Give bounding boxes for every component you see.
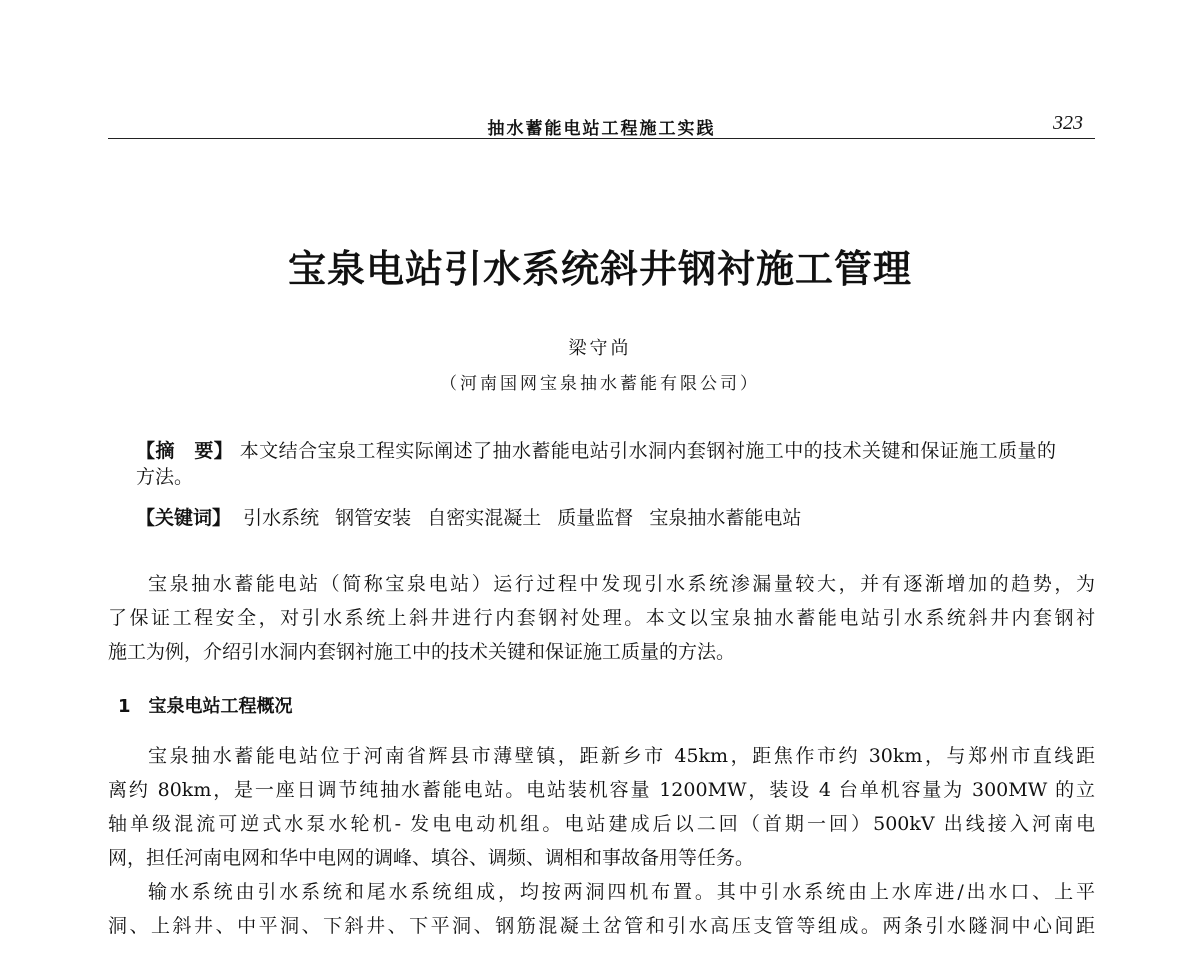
section-title: 宝泉电站工程概况 — [148, 696, 293, 717]
paragraph-line: 输水系统由引水系统和尾水系统组成，均按两洞四机布置。其中引水系统由上水库进/出水口、上平 — [148, 881, 1095, 903]
author: 梁守尚 — [568, 338, 632, 359]
paragraph-line: 洞、上斜井、中平洞、下斜井、下平洞、钢筋混凝土岔管和引水高压支管等组成。两条引水隧洞中心间距 — [108, 915, 1095, 937]
keyword: 宝泉抽水蓄能电站 — [649, 507, 802, 529]
section-heading — [118, 692, 293, 718]
paragraph-line: 离约 80km，是一座日调节纯抽水蓄能电站。电站装机容量 1200MW，装设 4 台单机容量为 300MW 的立 — [108, 779, 1095, 801]
keyword: 自密实混凝土 — [427, 507, 542, 529]
intro-line: 了保证工程安全，对引水系统上斜井进行内套钢衬处理。本文以宝泉抽水蓄能电站引水系统斜井内套钢衬 — [108, 607, 1095, 629]
running-title: 抽水蓄能电站工程施工实践 — [487, 119, 716, 139]
running-header — [108, 112, 1095, 139]
abstract-label: 【摘 要】 — [136, 440, 234, 462]
abstract-line: 方法。 — [136, 466, 194, 488]
intro-line: 宝泉抽水蓄能电站（简称宝泉电站）运行过程中发现引水系统渗漏量较大，并有逐渐增加的趋势，为 — [148, 573, 1095, 595]
page-number: 323 — [1053, 112, 1083, 134]
intro-line: 施工为例，介绍引水洞内套钢衬施工中的技术关键和保证施工质量的方法。 — [108, 641, 736, 663]
abstract-text: 本文结合宝泉工程实际阐述了抽水蓄能电站引水洞内套钢衬施工中的技术关键和保证施工质量的 — [239, 440, 1056, 462]
keyword: 钢管安装 — [335, 507, 412, 529]
article-title: 宝泉电站引水系统斜井钢衬施工管理 — [287, 247, 912, 291]
paragraph-line: 网，担任河南电网和华中电网的调峰、填谷、调频、调相和事故备用等任务。 — [108, 847, 755, 869]
affiliation: （河南国网宝泉抽水蓄能有限公司） — [440, 374, 760, 394]
keyword: 质量监督 — [557, 507, 634, 529]
section-number: 1 — [118, 696, 131, 717]
keyword: 引水系统 — [243, 507, 320, 529]
paragraph-line: 宝泉抽水蓄能电站位于河南省辉县市薄壁镇，距新乡市 45km，距焦作市约 30km，与郑州市直线距 — [148, 745, 1095, 767]
keywords-label: 【关键词】 — [136, 507, 232, 529]
abstract-line — [136, 439, 1056, 463]
paragraph-line: 轴单级混流可逆式水泵水轮机- 发电电动机组。电站建成后以二回（首期一回）500kV 出线接入河南电 — [108, 813, 1095, 835]
keywords — [136, 506, 1056, 530]
